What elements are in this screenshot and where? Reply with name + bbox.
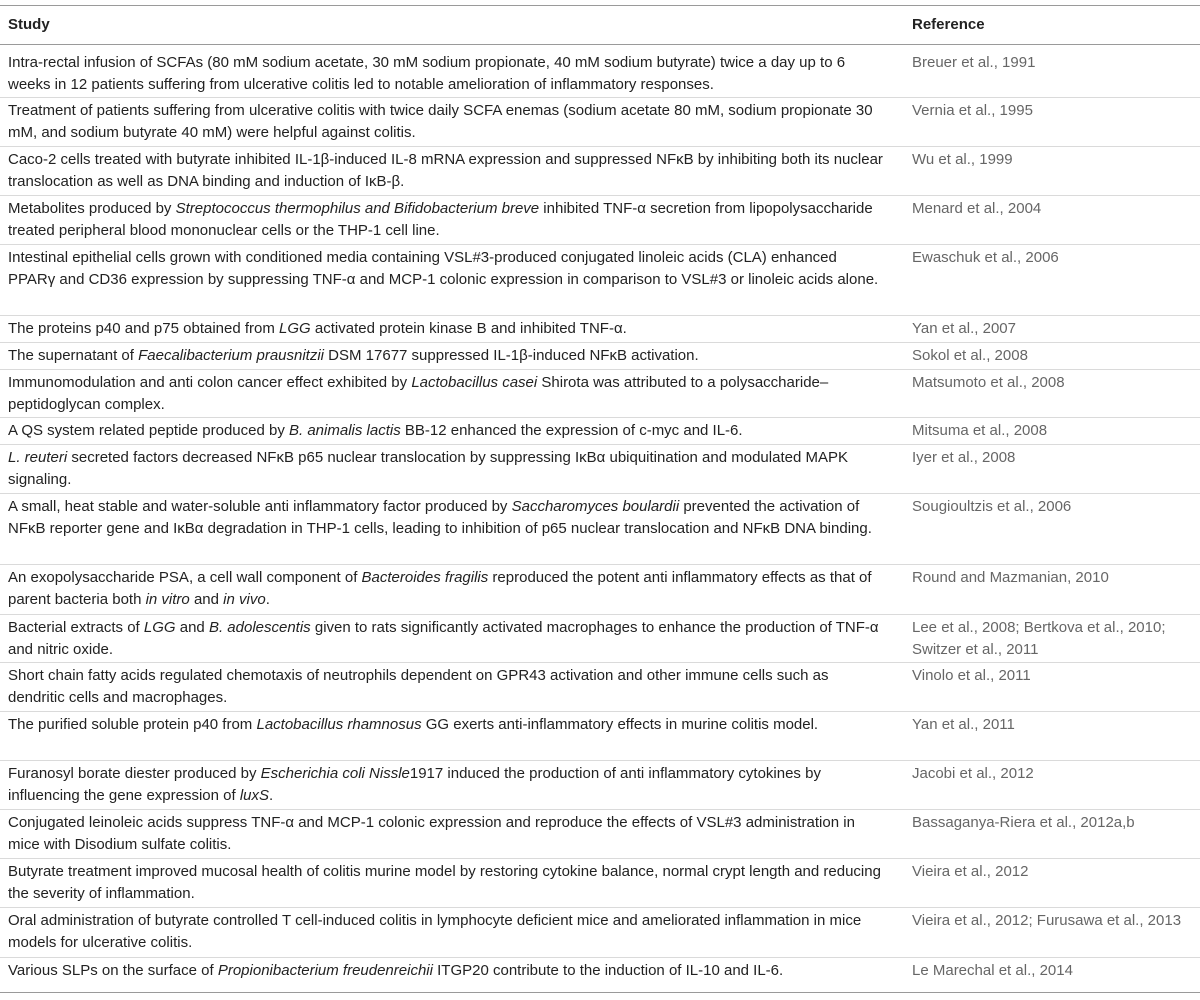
study-text-italic: Streptococcus thermophilus and Bifidobacterium breve [175,200,540,217]
study-text: and [189,591,224,608]
study-cell [8,861,888,905]
study-text: An exopolysaccharide PSA, a cell wall component of [8,569,362,586]
table-row [0,494,1200,565]
table-row [0,245,1200,316]
table-row [0,615,1200,663]
study-text: reproduced the potent anti inflammatory effects as that of parent bacteria both [8,569,872,608]
study-text: A small, heat stable and water-soluble anti inflammatory factor produced by [8,498,512,515]
study-text: given to rats significantly activated macrophages to enhance the production of TNF-α and nitric oxide. [8,619,879,658]
study-text: prevented the activation of NFκB reporter gene and IκBα degradation in THP-1 cells, leading to inhibition of p65 nuclear translocation and NFκB DNA binding. [8,498,872,537]
table-row [0,663,1200,712]
table-bottom-rule [0,992,1200,993]
reference-cell: Iyer et al., 2008 [912,449,1016,466]
reference-cell: Ewaschuk et al., 2006 [912,249,1059,266]
table-row [0,958,1200,992]
table-row [0,859,1200,908]
table-row [0,316,1200,343]
study-text: Treatment of patients suffering from ulcerative colitis with twice daily SCFA enemas (sodium acetate 80 mM, sodium propionate 30 mM, and sodium butyrate 40 mM) were helpful against colitis. [8,102,873,141]
column-header-study: Study [8,16,50,33]
study-text-italic: Lactobacillus casei [411,374,538,391]
study-text-italic: B. adolescentis [208,619,311,636]
study-text: Caco-2 cells treated with butyrate inhibited IL-1β-induced IL-8 mRNA expression and suppressed NFκB by inhibiting both its nuclear translocation as well as DNA binding and induction of IκB-β. [8,151,883,190]
study-text: Conjugated leinoleic acids suppress TNF-α and MCP-1 colonic expression and reproduce the effects of VSL#3 administration in mice with Disodium sulfate colitis. [8,814,855,853]
study-text: Bacterial extracts of [8,619,144,636]
table-row [0,370,1200,418]
header-rule [0,44,1200,45]
study-text: . [265,591,270,608]
study-cell [8,318,888,340]
table-top-rule [0,5,1200,6]
reference-cell: Bassaganya-Riera et al., 2012a,b [912,814,1135,831]
study-cell [8,52,888,96]
study-text: Immunomodulation and anti colon cancer effect exhibited by [8,374,412,391]
reference-cell: Vieira et al., 2012; Furusawa et al., 2013 [912,912,1182,929]
table-row [0,908,1200,958]
study-text-italic: Propionibacterium freudenreichii [217,962,433,979]
study-cell [8,100,888,144]
study-text: and [175,619,209,636]
study-cell [8,714,888,736]
reference-cell: Le Marechal et al., 2014 [912,962,1073,979]
study-text: Butyrate treatment improved mucosal health of colitis murine model by restoring cytokine balance, normal crypt length and reducing the severity of inflammation. [8,863,881,902]
reference-cell: Sougioultzis et al., 2006 [912,498,1072,515]
table-row [0,147,1200,196]
study-text: Various SLPs on the surface of [8,962,218,979]
study-text: Intestinal epithelial cells grown with conditioned media containing VSL#3-produced conjugated linoleic acids (CLA) enhanced PPARγ and CD36 expression by suppressing TNF-α and MCP-1 colonic expression in comparison to VSL#3 or linoleic acids alone. [8,249,879,288]
study-text: Metabolites produced by [8,200,176,217]
reference-cell: Lee et al., 2008; Bertkova et al., 2010; Switzer et al., 2011 [912,619,1166,658]
study-text-italic: LGG [279,320,311,337]
reference-cell: Breuer et al., 1991 [912,54,1036,71]
study-cell [8,812,888,856]
study-text: Intra-rectal infusion of SCFAs (80 mM sodium acetate, 30 mM sodium propionate, 40 mM sodium butyrate) twice a day up to 6 weeks in 12 patients suffering from ulcerative colitis led to notable amelioration of inflammatory responses. [8,54,846,93]
study-cell [8,149,888,193]
table-row [0,98,1200,147]
column-header-reference: Reference [912,16,985,33]
study-cell [8,372,888,416]
reference-cell: Menard et al., 2004 [912,200,1042,217]
reference-cell: Yan et al., 2011 [912,716,1015,733]
reference-cell: Vernia et al., 1995 [912,102,1033,119]
study-cell [8,447,888,491]
study-cell [8,617,888,661]
study-text: GG exerts anti-inflammatory effects in murine colitis model. [421,716,819,733]
table-row [0,810,1200,859]
study-text: Short chain fatty acids regulated chemotaxis of neutrophils dependent on GPR43 activation and other immune cells such as dendritic cells and macrophages. [8,667,829,706]
study-cell [8,665,888,709]
reference-cell: Vinolo et al., 2011 [912,667,1031,684]
study-text: Shirota was attributed to a polysaccharide–peptidoglycan complex. [8,374,829,413]
study-cell [8,345,888,367]
study-cell [8,198,888,242]
reference-cell: Wu et al., 1999 [912,151,1013,168]
reference-cell: Jacobi et al., 2012 [912,765,1034,782]
study-text-italic: L. reuteri [8,449,68,466]
study-text: ITGP20 contribute to the induction of IL-10 and IL-6. [432,962,784,979]
reference-cell: Round and Mazmanian, 2010 [912,569,1109,586]
study-text: Furanosyl borate diester produced by [8,765,261,782]
table-row [0,50,1200,98]
study-cell [8,496,888,540]
study-text: Oral administration of butyrate controlled T cell-induced colitis in lymphocyte deficient mice and ameliorated inflammation in mice models for ulcerative colitis. [8,912,862,951]
study-cell [8,910,888,954]
study-cell [8,567,888,611]
study-text-italic: in vivo [223,591,266,608]
study-text: activated protein kinase B and inhibited TNF-α. [310,320,627,337]
study-cell [8,763,888,807]
study-text: The purified soluble protein p40 from [8,716,257,733]
study-text: A QS system related peptide produced by [8,422,289,439]
study-text: inhibited TNF-α secretion from lipopolysaccharide treated peripheral blood mononuclear cells or the THP-1 cell line. [8,200,873,239]
table-row [0,196,1200,245]
reference-cell: Vieira et al., 2012 [912,863,1029,880]
study-text: . [269,787,274,804]
study-text-italic: in vitro [145,591,190,608]
study-cell [8,247,888,291]
study-cell [8,960,888,982]
study-text-italic: B. animalis lactis [289,422,401,439]
study-text-italic: Saccharomyces boulardii [511,498,680,515]
study-text: secreted factors decreased NFκB p65 nuclear translocation by suppressing IκBα ubiquitination and modulated MAPK signaling. [8,449,848,488]
reference-cell: Matsumoto et al., 2008 [912,374,1065,391]
study-text: 1917 induced the production of anti inflammatory cytokines by influencing the gene expression of [8,765,821,804]
study-text-italic: Escherichia coli Nissle [260,765,410,782]
reference-cell: Sokol et al., 2008 [912,347,1028,364]
table-row [0,418,1200,445]
study-text-italic: Lactobacillus rhamnosus [256,716,422,733]
study-text-italic: Faecalibacterium prausnitzii [138,347,325,364]
study-text-italic: LGG [143,619,176,636]
reference-cell: Yan et al., 2007 [912,320,1016,337]
table-row [0,445,1200,494]
study-text: DSM 17677 suppressed IL-1β-induced NFκB activation. [324,347,699,364]
table-row [0,761,1200,810]
study-text-italic: Bacteroides fragilis [361,569,489,586]
study-cell [8,420,888,442]
study-text-italic: luxS [239,787,270,804]
table-row [0,712,1200,761]
reference-cell: Mitsuma et al., 2008 [912,422,1048,439]
table-row [0,565,1200,615]
table-row [0,343,1200,370]
study-text: BB-12 enhanced the expression of c-myc and IL-6. [400,422,743,439]
study-text: The supernatant of [8,347,139,364]
study-text: The proteins p40 and p75 obtained from [8,320,280,337]
